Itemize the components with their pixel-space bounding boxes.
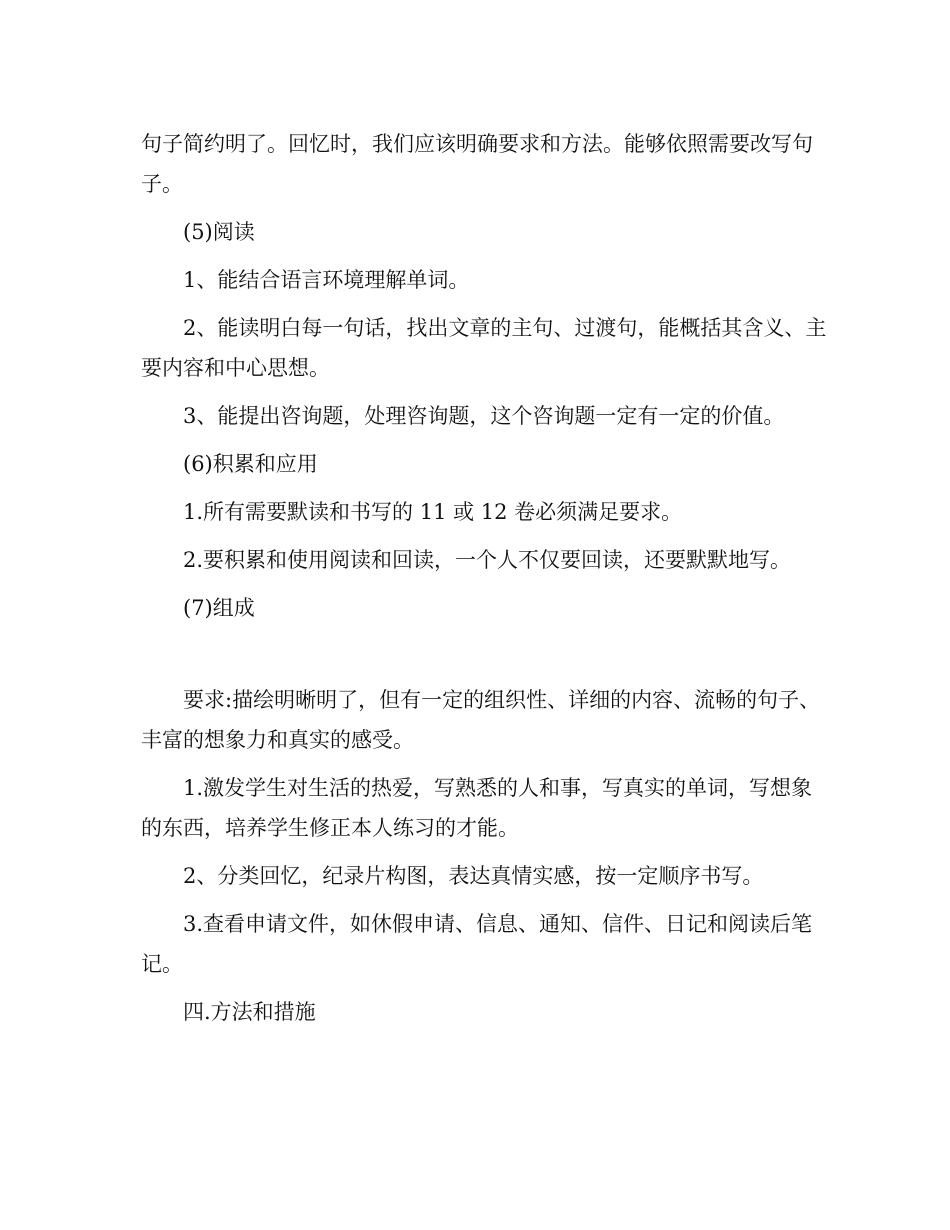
paragraph-reading-1: 1、能结合语言环境理解单词。	[183, 268, 470, 292]
blank-line	[141, 636, 831, 680]
paragraph-composition-3: 3.查看申请文件，如休假申请、信息、通知、信件、日记和阅读后笔记。	[141, 912, 813, 976]
paragraph-accumulation-2: 2.要积累和使用阅读和回读，一个人不仅要回读，还要默默地写。	[183, 548, 792, 572]
section-heading-composition: (7)组成	[183, 596, 255, 620]
paragraph-reading-2: 2、能读明白每一句话，找出文章的主句、过渡句，能概括其含义、主要内容和中心思想。	[141, 316, 827, 380]
paragraph-1: 句子简约明了。回忆时，我们应该明确要求和方法。能够依照需要改写句子。	[141, 132, 813, 196]
paragraph-accumulation-1: 1.所有需要默读和书写的 11 或 12 卷必须满足要求。	[183, 500, 683, 524]
section-heading-reading: (5)阅读	[183, 220, 255, 244]
paragraph-composition-requirement: 要求:描绘明晰明了，但有一定的组织性、详细的内容、流畅的句子、丰富的想象力和真实的感受。	[141, 688, 821, 752]
section-heading-methods: 四.方法和措施	[183, 1000, 316, 1024]
document-body	[141, 124, 831, 1040]
paragraph-reading-3: 3、能提出咨询题，处理咨询题，这个咨询题一定有一定的价值。	[183, 404, 785, 428]
section-heading-accumulation: (6)积累和应用	[183, 452, 318, 476]
paragraph-composition-2: 2、分类回忆，纪录片构图，表达真情实感，按一定顺序书写。	[183, 864, 764, 888]
paragraph-composition-1: 1.激发学生对生活的热爱，写熟悉的人和事，写真实的单词，写想象的东西，培养学生修正本人练习的才能。	[141, 776, 813, 840]
